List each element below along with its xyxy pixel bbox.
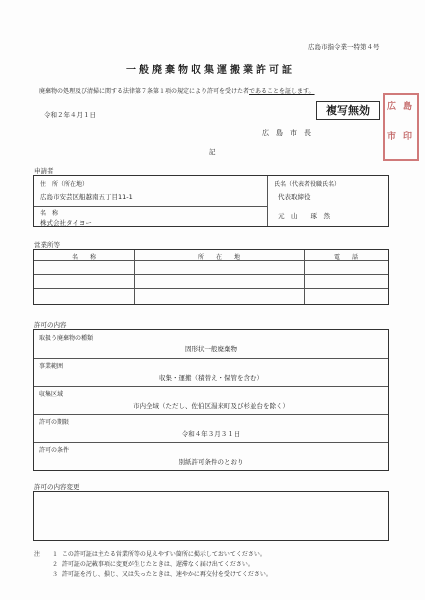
office-col-name: 名 称 <box>71 254 96 261</box>
seal-char: 市 <box>387 132 397 142</box>
note-number: ３ <box>52 571 59 578</box>
note-number: ２ <box>52 561 59 568</box>
permit-row-label: 収集区域 <box>39 391 64 398</box>
applicant-table <box>33 175 389 227</box>
document-title: 一般廃棄物収集運搬業許可証 <box>126 65 295 76</box>
ki-heading: 記 <box>209 148 216 156</box>
applicant-divider <box>267 176 268 226</box>
applicant-section-title: 申請者 <box>34 167 54 175</box>
office-row-divider <box>34 288 388 289</box>
note-item <box>52 569 272 578</box>
permit-row-label: 許可の条件 <box>39 447 70 454</box>
permit-row-value: 固形状一般廃棄物 <box>185 345 237 353</box>
seal-char: 広 <box>387 102 397 112</box>
permit-row-value: 令和４年３月３１日 <box>181 430 241 438</box>
issuer-name: 広 島 市 長 <box>262 129 311 137</box>
permit-row-value: 別紙許可条件のとおり <box>178 458 244 466</box>
representative-name: 元 山 琢 然 <box>278 212 330 220</box>
permit-table <box>33 329 389 471</box>
office-section-title: 営業所等 <box>34 241 60 249</box>
note-text: この許可証は主たる営業所等の見えやすい箇所に掲示しておいてください。 <box>61 551 266 558</box>
issue-date: 令和２年４月１日 <box>44 111 96 119</box>
office-table <box>33 249 389 305</box>
permit-row-divider <box>34 442 388 443</box>
permit-row-label: 許可の期限 <box>39 419 70 426</box>
address-value: 広島市安芸区船越南五丁目11-1 <box>40 193 133 201</box>
permit-row-value: 収集・運搬（積替え・保管を含む） <box>159 374 263 382</box>
company-name-value: 株式会社タイヨー <box>40 219 92 227</box>
office-col-address: 所 在 地 <box>197 254 240 261</box>
copy-invalid-stamp: 複写無効 <box>316 101 380 120</box>
note-text: 許可証の記載事項に変更が生じたときは、遅滞なく届け出てください。 <box>61 561 254 568</box>
permit-row-divider <box>34 358 388 359</box>
office-col-phone: 電 話 <box>333 254 358 261</box>
note-item <box>52 549 266 558</box>
permit-section-title: 許可の内容 <box>34 321 67 329</box>
representative-title: 代表取締役 <box>278 193 311 201</box>
permit-row-divider <box>34 414 388 415</box>
permit-row-value: 市内全域（ただし、佐伯区湯来町及び杉並台を除く） <box>133 402 289 410</box>
permit-row-label: 事業範囲 <box>39 363 64 370</box>
document-number: 広島市指令業一特第４号 <box>308 43 380 51</box>
note-number: １ <box>52 551 59 558</box>
applicant-row-divider <box>34 206 267 207</box>
notes-head: 注 <box>34 551 41 558</box>
permit-row-label: 取扱う廃棄物の種類 <box>39 335 94 342</box>
note-text: 許可証を汚し、損じ、又は失ったときは、速やかに再交付を受けてください。 <box>61 571 272 578</box>
changes-section-title: 許可の内容変更 <box>34 483 80 491</box>
note-item <box>52 559 254 568</box>
address-label: 住 所（所在地） <box>40 181 89 188</box>
representative-label: 氏名（代表者役職氏名） <box>274 181 341 188</box>
changes-box <box>33 491 389 541</box>
official-seal <box>383 93 419 161</box>
seal-char: 印 <box>403 132 413 142</box>
permit-row-divider <box>34 386 388 387</box>
intro-text-part2: であることを証します。 <box>249 88 315 95</box>
office-row-divider <box>34 274 388 275</box>
intro-text-part1: 廃棄物の処理及び清掃に関する法律第７条第１項の規定により許可を受けた者 <box>39 88 250 95</box>
company-name-label: 名 称 <box>40 210 59 217</box>
seal-char: 島 <box>403 102 413 112</box>
intro-text <box>39 86 315 95</box>
